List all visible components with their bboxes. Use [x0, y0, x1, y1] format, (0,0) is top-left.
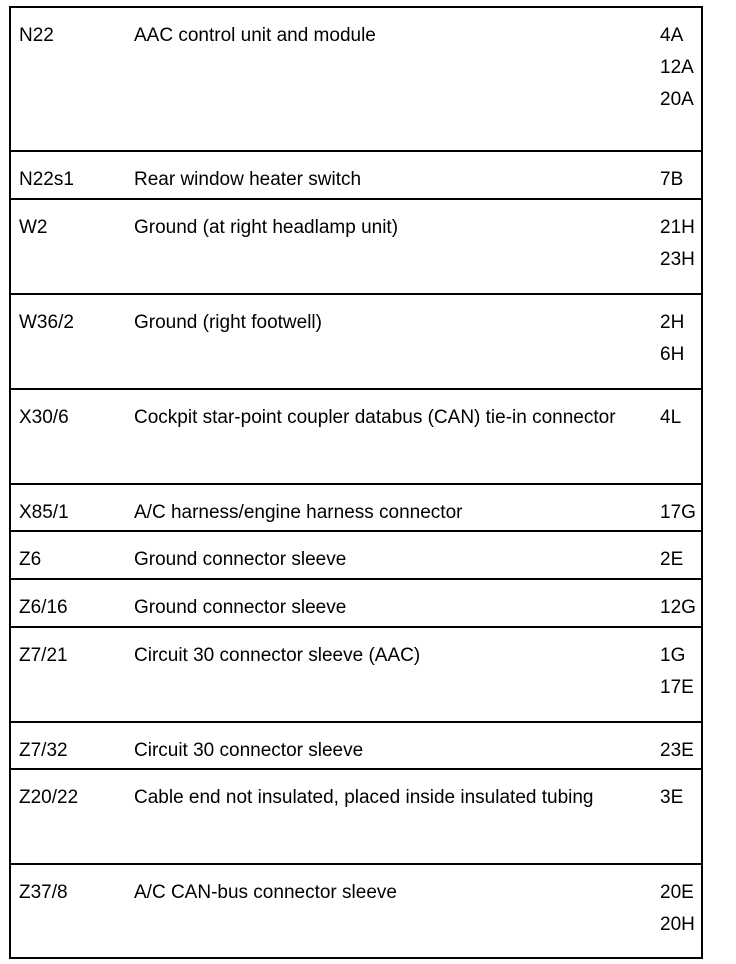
component-description: Circuit 30 connector sleeve	[134, 740, 364, 761]
grid-location: 2H	[660, 312, 685, 333]
component-code: N22s1	[19, 169, 74, 190]
table-row	[11, 863, 701, 957]
grid-location: 6H	[660, 344, 685, 365]
component-code: Z6	[19, 549, 42, 570]
grid-location: 3E	[660, 787, 684, 808]
table-row	[11, 721, 701, 768]
grid-locations	[660, 497, 696, 529]
component-description: Ground connector sleeve	[134, 597, 347, 618]
grid-location: 4L	[660, 407, 682, 428]
grid-locations	[660, 212, 695, 276]
grid-location: 20H	[660, 914, 695, 935]
grid-location: 21H	[660, 217, 695, 238]
component-code: Z7/21	[19, 645, 68, 666]
grid-location: 23E	[660, 740, 694, 761]
grid-locations	[660, 402, 681, 434]
component-code: Z37/8	[19, 882, 68, 903]
component-code: W36/2	[19, 312, 74, 333]
component-code: X30/6	[19, 407, 69, 428]
table-row	[11, 578, 701, 626]
table-row	[11, 293, 701, 388]
grid-location: 2E	[660, 549, 684, 570]
component-description: AAC control unit and module	[134, 25, 376, 46]
grid-locations	[660, 544, 683, 576]
component-description: Ground connector sleeve	[134, 549, 347, 570]
grid-locations	[660, 592, 696, 624]
component-description: A/C CAN-bus connector sleeve	[134, 882, 397, 903]
table-row	[11, 483, 701, 530]
grid-location: 12A	[660, 57, 694, 78]
grid-location: 17E	[660, 677, 694, 698]
grid-locations	[660, 640, 694, 704]
component-code: N22	[19, 25, 54, 46]
grid-location: 20E	[660, 882, 694, 903]
component-code: W2	[19, 217, 48, 238]
component-code: Z7/32	[19, 740, 68, 761]
grid-location: 20A	[660, 89, 694, 110]
grid-locations	[660, 20, 694, 116]
grid-locations	[660, 782, 683, 814]
component-index-table	[9, 6, 703, 959]
component-description: Rear window heater switch	[134, 169, 362, 190]
grid-locations	[660, 164, 683, 196]
component-description: Ground (right footwell)	[134, 312, 322, 333]
table-row	[11, 768, 701, 863]
table-row	[11, 150, 701, 198]
component-description: A/C harness/engine harness connector	[134, 502, 463, 523]
grid-location: 12G	[660, 597, 696, 618]
grid-location: 7B	[660, 169, 684, 190]
component-description: Circuit 30 connector sleeve (AAC)	[134, 645, 421, 666]
table-row	[11, 198, 701, 293]
table-row	[11, 626, 701, 721]
table-row	[11, 530, 701, 578]
component-code: Z20/22	[19, 787, 79, 808]
grid-locations	[660, 307, 684, 371]
component-description: Ground (at right headlamp unit)	[134, 217, 399, 238]
component-description: Cable end not insulated, placed inside insulated tubing	[134, 787, 594, 808]
grid-locations	[660, 877, 695, 941]
grid-location: 1G	[660, 645, 686, 666]
grid-location: 23H	[660, 249, 695, 270]
grid-location: 4A	[660, 25, 684, 46]
component-description: Cockpit star-point coupler databus (CAN) tie-in connector	[134, 407, 616, 428]
component-code: X85/1	[19, 502, 69, 523]
table-row	[11, 8, 701, 150]
table-row	[11, 388, 701, 483]
component-code: Z6/16	[19, 597, 68, 618]
grid-location: 17G	[660, 502, 696, 523]
grid-locations	[660, 735, 694, 767]
